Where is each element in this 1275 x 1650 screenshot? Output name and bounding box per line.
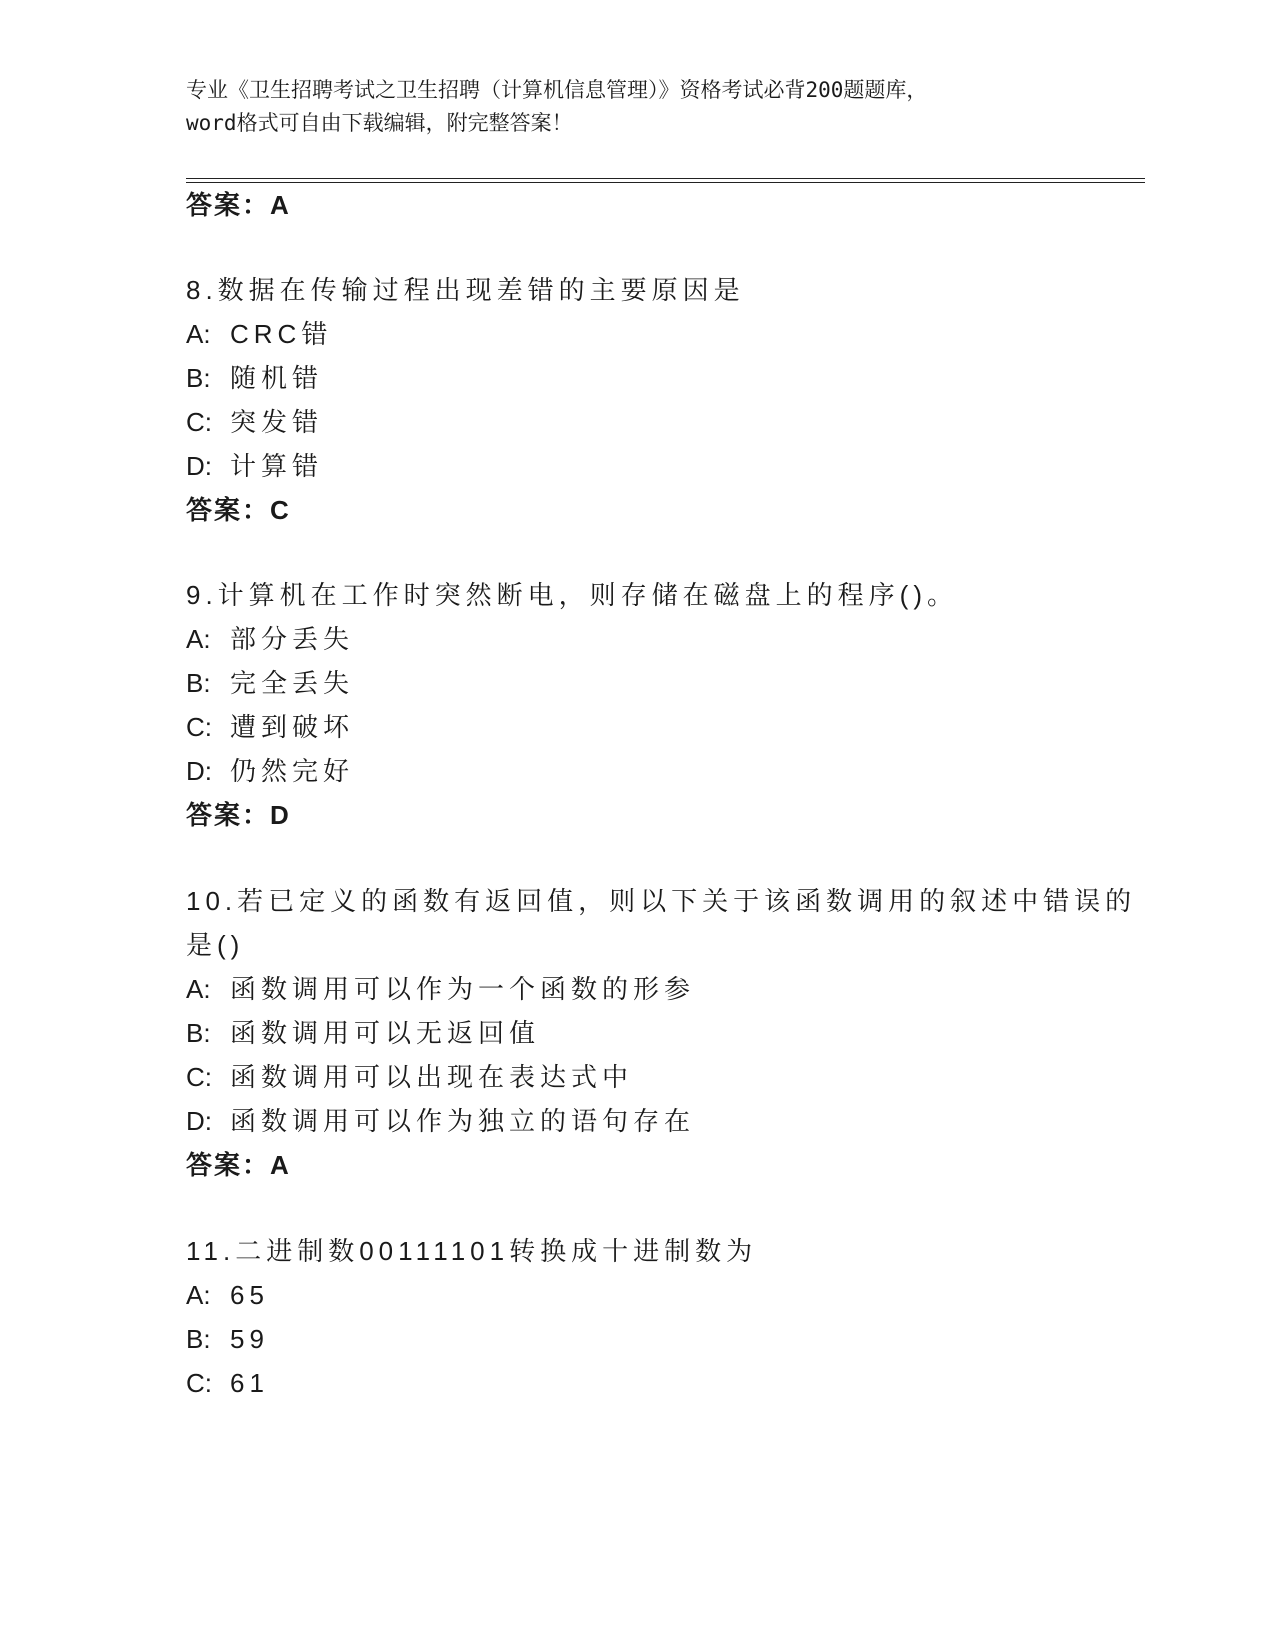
question-11-option-a xyxy=(186,1278,269,1312)
option-key: C: xyxy=(186,1368,212,1398)
option-text: 随机错 xyxy=(230,363,324,393)
question-8-option-c xyxy=(186,405,323,439)
header-line-1: 专业《卫生招聘考试之卫生招聘（计算机信息管理）》资格考试必背200题题库， xyxy=(186,78,928,102)
question-10-option-c xyxy=(186,1060,633,1094)
option-key: C: xyxy=(186,712,212,742)
question-9-answer: 答案：D xyxy=(186,800,291,830)
question-8-option-b xyxy=(186,361,323,395)
option-key: B: xyxy=(186,1018,211,1048)
question-9-option-c xyxy=(186,710,354,744)
question-10-text-line-2: 是() xyxy=(186,930,245,960)
question-10-answer: 答案：A xyxy=(186,1150,291,1180)
question-8-answer: 答案：C xyxy=(186,495,291,525)
option-key: B: xyxy=(186,1324,211,1354)
option-key: A: xyxy=(186,624,211,654)
option-key: C: xyxy=(186,1062,212,1092)
option-key: B: xyxy=(186,668,211,698)
question-8-text: 8.数据在传输过程出现差错的主要原因是 xyxy=(186,275,745,305)
question-10-text-line-1: 10.若已定义的函数有返回值，则以下关于该函数调用的叙述中错误的 xyxy=(186,886,1137,916)
option-text: 突发错 xyxy=(230,407,324,437)
option-text: 函数调用可以无返回值 xyxy=(230,1018,541,1048)
option-text: CRC错 xyxy=(230,319,333,349)
option-key: C: xyxy=(186,407,212,437)
header-divider-bottom xyxy=(186,182,1145,183)
question-11-option-b xyxy=(186,1322,269,1356)
option-text: 函数调用可以作为独立的语句存在 xyxy=(230,1106,696,1136)
header-divider-top xyxy=(186,178,1145,179)
option-key: B: xyxy=(186,363,211,393)
question-9-text: 9.计算机在工作时突然断电，则存储在磁盘上的程序()。 xyxy=(186,580,959,610)
option-key: D: xyxy=(186,1106,212,1136)
option-text: 完全丢失 xyxy=(230,668,355,698)
header-line-2: word格式可自由下载编辑，附完整答案！ xyxy=(186,111,573,135)
option-text: 部分丢失 xyxy=(230,624,355,654)
option-text: 65 xyxy=(230,1280,269,1310)
option-key: D: xyxy=(186,756,212,786)
previous-answer: 答案：A xyxy=(186,190,291,220)
option-text: 函数调用可以出现在表达式中 xyxy=(230,1062,634,1092)
option-key: D: xyxy=(186,451,212,481)
question-11-option-c xyxy=(186,1366,269,1400)
option-text: 61 xyxy=(230,1368,269,1398)
question-9-option-d xyxy=(186,754,354,788)
document-header xyxy=(186,74,1086,140)
option-text: 59 xyxy=(230,1324,269,1354)
option-text: 遭到破坏 xyxy=(230,712,355,742)
question-11-text: 11.二进制数00111101转换成十进制数为 xyxy=(186,1236,758,1266)
question-10-option-b xyxy=(186,1016,540,1050)
question-9-option-b xyxy=(186,666,354,700)
question-8-option-a xyxy=(186,317,332,351)
option-text: 仍然完好 xyxy=(230,756,355,786)
option-text: 计算错 xyxy=(230,451,324,481)
option-key: A: xyxy=(186,319,211,349)
question-10-option-d xyxy=(186,1104,695,1138)
option-key: A: xyxy=(186,1280,211,1310)
question-8-option-d xyxy=(186,449,323,483)
option-text: 函数调用可以作为一个函数的形参 xyxy=(230,974,696,1004)
question-9-option-a xyxy=(186,622,354,656)
question-10-option-a xyxy=(186,972,695,1006)
option-key: A: xyxy=(186,974,211,1004)
